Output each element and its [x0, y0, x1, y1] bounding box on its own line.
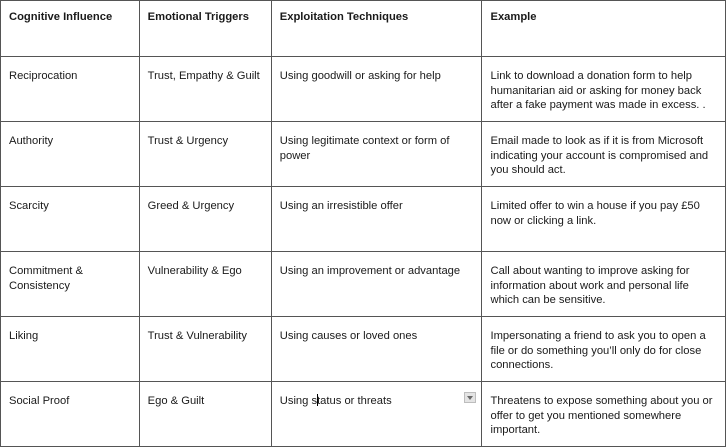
cell-technique[interactable]: Using legitimate context or form of power	[271, 122, 482, 187]
table-body	[1, 57, 726, 447]
table-row	[1, 252, 726, 317]
cell-example[interactable]: Limited offer to win a house if you pay £50 now or clicking a link.	[482, 187, 726, 252]
cell-technique[interactable]: Using causes or loved ones	[271, 317, 482, 382]
cell-triggers[interactable]: Trust & Urgency	[139, 122, 271, 187]
cell-technique-active[interactable]	[271, 382, 482, 447]
table-row	[1, 317, 726, 382]
cell-example[interactable]: Threatens to expose something about you or offer to get you mentioned somewhere important.	[482, 382, 726, 447]
cell-influence[interactable]: Authority	[1, 122, 140, 187]
table-row	[1, 122, 726, 187]
cell-triggers[interactable]: Ego & Guilt	[139, 382, 271, 447]
cell-technique[interactable]: Using an irresistible offer	[271, 187, 482, 252]
header-row	[1, 1, 726, 57]
cell-example[interactable]: Impersonating a friend to ask you to open a file or do something you’ll only do for close connections.	[482, 317, 726, 382]
cell-triggers[interactable]: Trust, Empathy & Guilt	[139, 57, 271, 122]
cell-influence[interactable]: Liking	[1, 317, 140, 382]
header-emotional-triggers[interactable]: Emotional Triggers	[139, 1, 271, 57]
cell-influence[interactable]: Social Proof	[1, 382, 140, 447]
technique-text-after-caret: tatus or threats	[317, 395, 392, 407]
cell-influence[interactable]: Reciprocation	[1, 57, 140, 122]
cell-technique[interactable]: Using goodwill or asking for help	[271, 57, 482, 122]
cell-triggers[interactable]: Trust & Vulnerability	[139, 317, 271, 382]
cell-influence[interactable]: Scarcity	[1, 187, 140, 252]
cell-technique[interactable]: Using an improvement or advantage	[271, 252, 482, 317]
table-row	[1, 57, 726, 122]
technique-text-before-caret: Using s	[279, 395, 318, 407]
table-header	[1, 1, 726, 57]
table-row	[1, 187, 726, 252]
cell-influence[interactable]: Commitment & Consistency	[1, 252, 140, 317]
header-exploitation-techniques[interactable]: Exploitation Techniques	[271, 1, 482, 57]
active-cell-content	[280, 394, 474, 409]
cell-example[interactable]: Email made to look as if it is from Microsoft indicating your account is compromised and you should act.	[482, 122, 726, 187]
table-row	[1, 382, 726, 447]
chevron-down-icon[interactable]	[464, 392, 476, 403]
cell-triggers[interactable]: Vulnerability & Ego	[139, 252, 271, 317]
cell-example[interactable]: Call about wanting to improve asking for information about work and personal life which can be sensitive.	[482, 252, 726, 317]
header-example[interactable]: Example	[482, 1, 726, 57]
cell-triggers[interactable]: Greed & Urgency	[139, 187, 271, 252]
header-cognitive-influence[interactable]: Cognitive Influence	[1, 1, 140, 57]
cell-example[interactable]: Link to download a donation form to help humanitarian aid or asking for money back after a fake payment was made in excess. .	[482, 57, 726, 122]
